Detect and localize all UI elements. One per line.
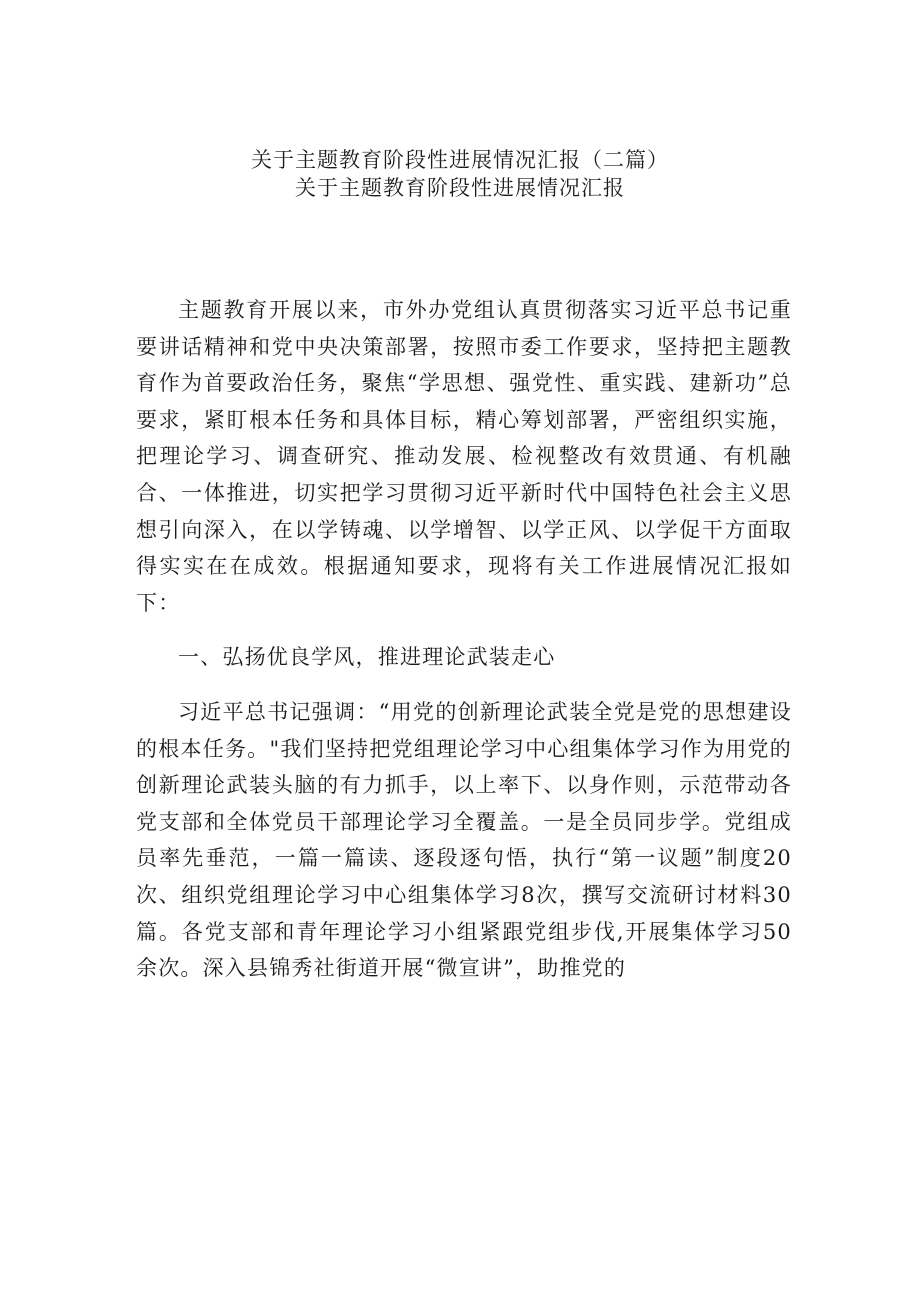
section-heading-1: 一、弘扬优良学风，推进理论武装走心: [178, 645, 556, 670]
document-body: [136, 292, 792, 987]
title-block: [0, 146, 920, 202]
paragraph-section-1: 习近平总书记强调：“用党的创新理论武装全党是党的思想建设的根本任务。"我们坚持把党组理论学习中心组集体学习作为用党的创新理论武装头脑的有力抓手，以上率下、以身作则，示范带动各党支部和全体党员干部理论学习全覆盖。一是全员同步学。党组成员率先垂范，一篇一篇读、逐段逐句悟，执行“第一议题”制度20次、组织党组理论学习中心组集体学习8次，撰写交流研讨材料30篇。各党支部和青年理论学习小组紧跟党组步伐,开展集体学习50余次。深入县锦秀社街道开展“微宣讲”，助推党的: [136, 699, 792, 981]
document-title: 关于主题教育阶段性进展情况汇报（二篇）: [251, 148, 669, 172]
paragraph-intro: 主题教育开展以来，市外办党组认真贯彻落实习近平总书记重要讲话精神和党中央决策部署，按照市委工作要求，坚持把主题教育作为首要政治任务，聚焦“学思想、强党性、重实践、建新功”总要求，紧盯根本任务和具体目标，精心筹划部署，严密组织实施，把理论学习、调查研究、推动发展、检视整改有效贯通、有机融合、一体推进，切实把学习贯彻习近平新时代中国特色社会主义思想引向深入，在以学铸魂、以学增智、以学正风、以学促干方面取得实实在在成效。根据通知要求，现将有关工作进展情况汇报如下：: [136, 298, 792, 615]
document-subtitle: 关于主题教育阶段性进展情况汇报: [295, 176, 625, 200]
